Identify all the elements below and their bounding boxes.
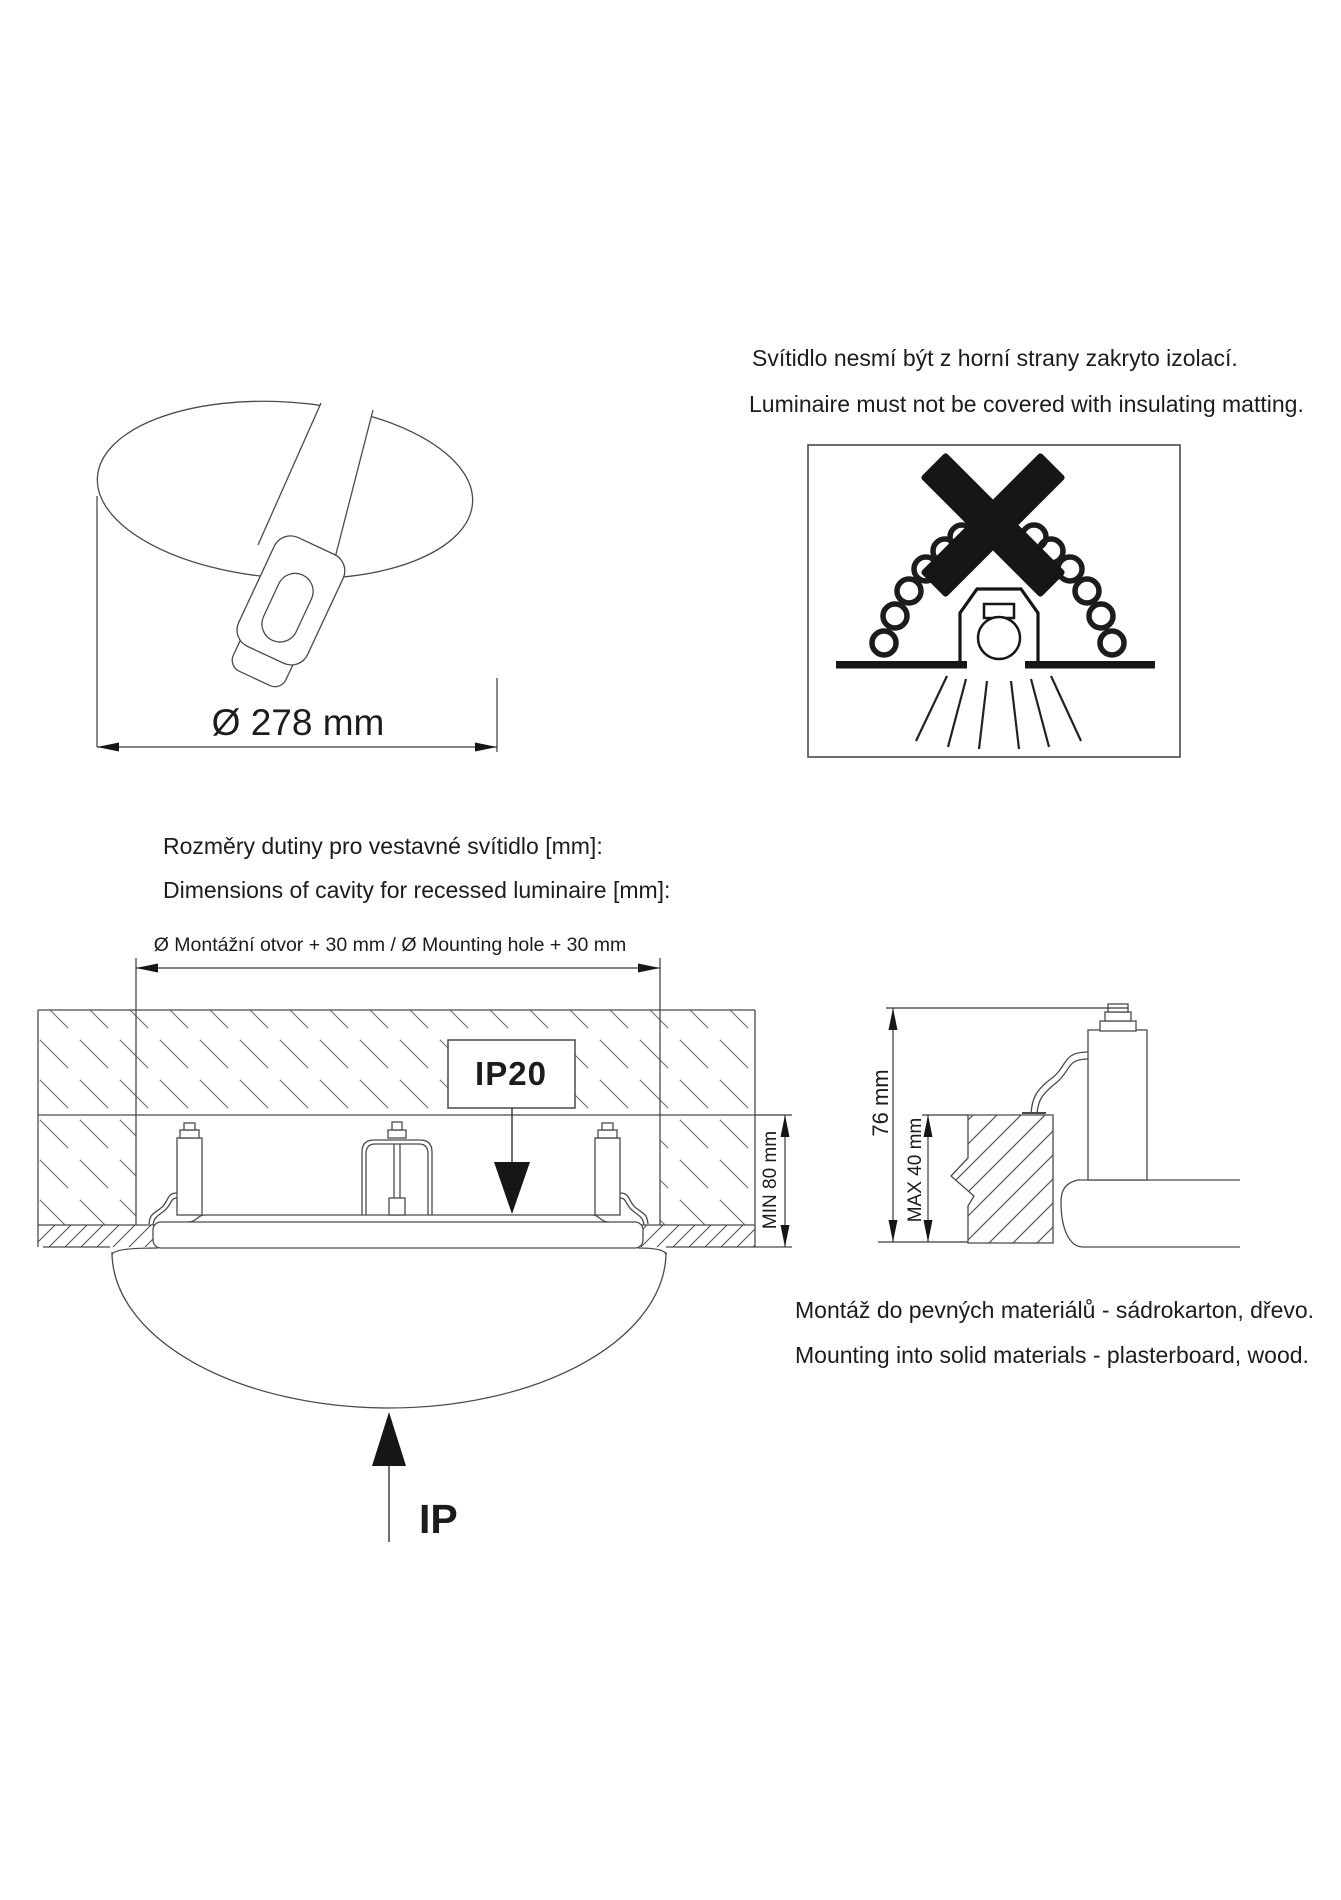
- max-panel-dimension-label: MAX 40 mm: [905, 1117, 926, 1223]
- min-depth-dimension-label: MIN 80 mm: [760, 1130, 781, 1230]
- insulation-warning-box: [808, 445, 1180, 757]
- luminaire-body-section: [112, 1122, 666, 1408]
- overall-height-dimension-label: 76 mm: [868, 1069, 893, 1137]
- mounting-strap: [258, 403, 373, 558]
- mounting-stud-left: [149, 1123, 202, 1225]
- ip-up-arrow: [372, 1412, 406, 1466]
- clamp-detail-drawing: [878, 1004, 1240, 1247]
- ip20-badge: IP20: [475, 1055, 547, 1092]
- cavity-cross-section-drawing: [38, 958, 792, 1542]
- center-bracket: [362, 1122, 432, 1215]
- cavity-heading-en: Dimensions of cavity for recessed luminaire [mm]:: [163, 877, 671, 903]
- clamp-spring: [1022, 1052, 1088, 1114]
- clamp-post: [1088, 1004, 1147, 1180]
- ceiling-bar-right: [1025, 661, 1155, 669]
- mounting-hole-dimension-label: Ø Montážní otvor + 30 mm / Ø Mounting hole + 30 mm: [153, 934, 627, 956]
- hatch-top-band: [38, 1010, 755, 1115]
- cavity-heading-cs: Rozměry dutiny pro vestavné svítidlo [mm]:: [163, 833, 603, 859]
- ceiling-board-right: [640, 1225, 755, 1247]
- mounting-note-cs: Montáž do pevných materiálů - sádrokarton, dřevo.: [795, 1297, 1315, 1323]
- ip-pointer-label: IP: [419, 1496, 458, 1542]
- mounting-note-en: Mounting into solid materials - plasterboard, wood.: [795, 1342, 1309, 1368]
- mounting-hole-dimension: [136, 964, 660, 973]
- strap-buckle: [220, 530, 351, 694]
- panel-board-section: [951, 1115, 1053, 1243]
- insulation-warning-text-cs: Svítidlo nesmí být z horní strany zakryto izolací.: [752, 345, 1238, 371]
- ceiling-bar-left: [836, 661, 967, 669]
- ip-pointer: [372, 1412, 406, 1542]
- flange-section: [1061, 1180, 1240, 1247]
- diffuser-dome: [112, 1252, 666, 1408]
- diameter-dimension-label: Ø 278 mm: [211, 702, 385, 743]
- luminaire-perspective-drawing: [91, 389, 497, 752]
- ip20-down-arrow: [494, 1162, 530, 1214]
- insulation-warning-text-en: Luminaire must not be covered with insulating matting.: [749, 391, 1304, 417]
- hatch-left-wall: [38, 1115, 136, 1225]
- ceiling-board-left: [38, 1225, 168, 1247]
- mounting-stud-right: [595, 1123, 648, 1225]
- hatch-right-wall: [660, 1115, 755, 1225]
